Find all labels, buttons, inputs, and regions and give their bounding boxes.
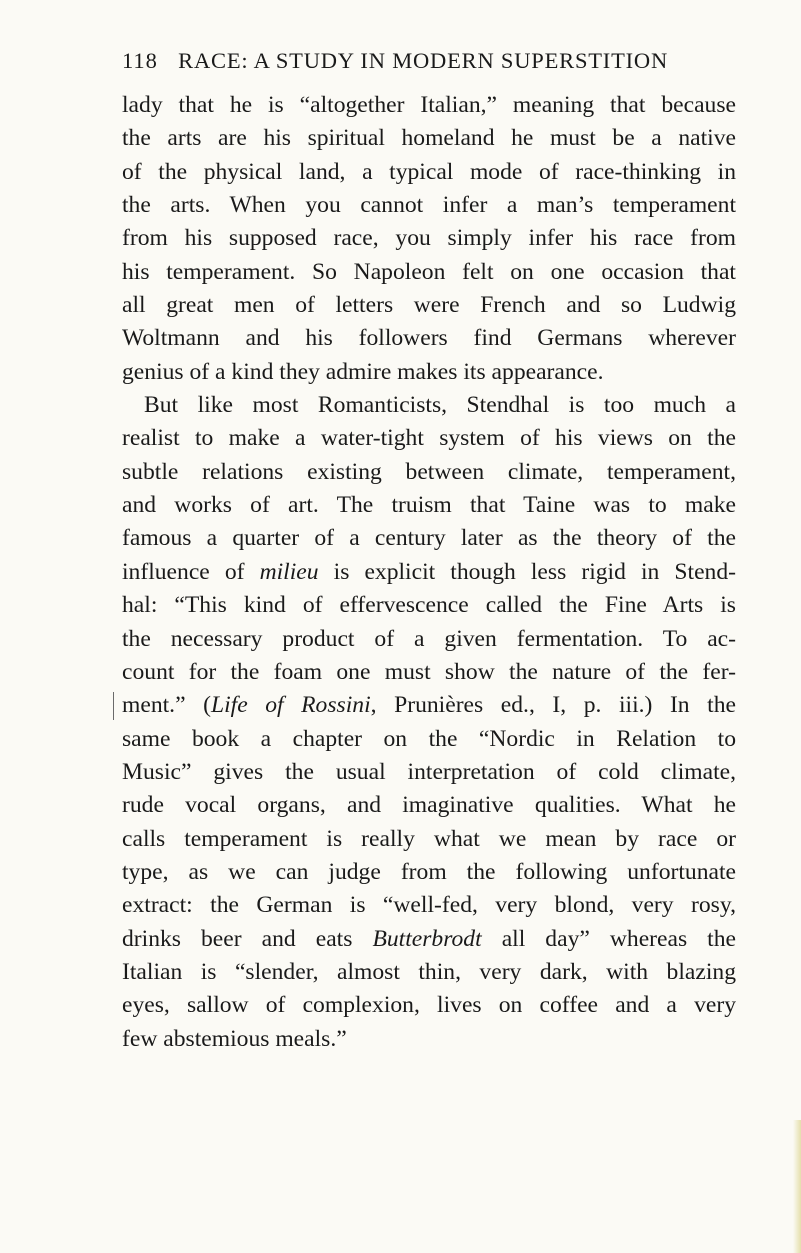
running-head (122, 46, 742, 76)
italic-term: Life of Rossini (210, 692, 371, 719)
italic-term: milieu (259, 558, 319, 585)
text-line: Woltmann and his followers find Germans wherever (122, 325, 736, 352)
text-line: the arts. When you cannot infer a man’s temperament (122, 192, 736, 219)
text-line: rude vocal organs, and imaginative qualities. What he (122, 792, 736, 819)
body-text (122, 89, 736, 1056)
page-edge-shading (793, 1120, 801, 1253)
text-line: ment.” (Life of Rossini, Prunières ed., I, p. iii.) In the (122, 692, 736, 719)
text-line: Music” gives the usual interpretation of cold climate, (122, 758, 736, 785)
paragraph-end-line: few abstemious meals.” (122, 1025, 347, 1052)
text-line: the arts are his spiritual homeland he must be a native (122, 125, 736, 152)
text-line: from his supposed race, you simply infer his race from (122, 225, 736, 252)
text-line: type, as we can judge from the following unfortunate (122, 858, 736, 885)
paragraph-end-line: genius of a kind they admire makes its appearance. (122, 358, 604, 385)
text-line: influence of milieu is explicit though less rigid in Stend- (122, 558, 736, 585)
paragraph-start-line: But like most Romanticists, Stendhal is too much a (144, 392, 736, 419)
text-line: lady that he is “altogether Italian,” meaning that because (122, 92, 736, 118)
text-line: all great men of letters were French and so Ludwig (122, 292, 736, 319)
text-line: realist to make a water-tight system of his views on the (122, 425, 736, 452)
text-line: hal: “This kind of effervescence called the Fine Arts is (122, 592, 736, 619)
text-line: calls temperament is really what we mean by race or (122, 825, 736, 852)
text-line: same book a chapter on the “Nordic in Relation to (122, 725, 736, 752)
text-line: of the physical land, a typical mode of race-thinking in (122, 158, 736, 185)
text-line: eyes, sallow of complexion, lives on coffee and a very (122, 992, 736, 1019)
text-line: Italian is “slender, almost thin, very dark, with blazing (122, 958, 736, 985)
italic-term: Butterbrodt (372, 925, 482, 952)
page-number: 118 (122, 48, 158, 73)
running-title: RACE: A STUDY IN MODERN SUPERSTITION (178, 48, 669, 73)
text-line: drinks beer and eats Butterbrodt all day” whereas the (122, 925, 736, 952)
text-line: and works of art. The truism that Taine was to make (122, 492, 736, 519)
margin-mark (113, 692, 114, 720)
text-line: famous a quarter of a century later as the theory of the (122, 525, 736, 552)
text-line: subtle relations existing between climate, temperament, (122, 458, 736, 485)
text-line: his temperament. So Napoleon felt on one occasion that (122, 258, 736, 285)
text-line: count for the foam one must show the nature of the fer- (122, 658, 736, 685)
text-line: extract: the German is “well-fed, very blond, very rosy, (122, 892, 736, 919)
text-line: the necessary product of a given fermentation. To ac- (122, 625, 736, 652)
